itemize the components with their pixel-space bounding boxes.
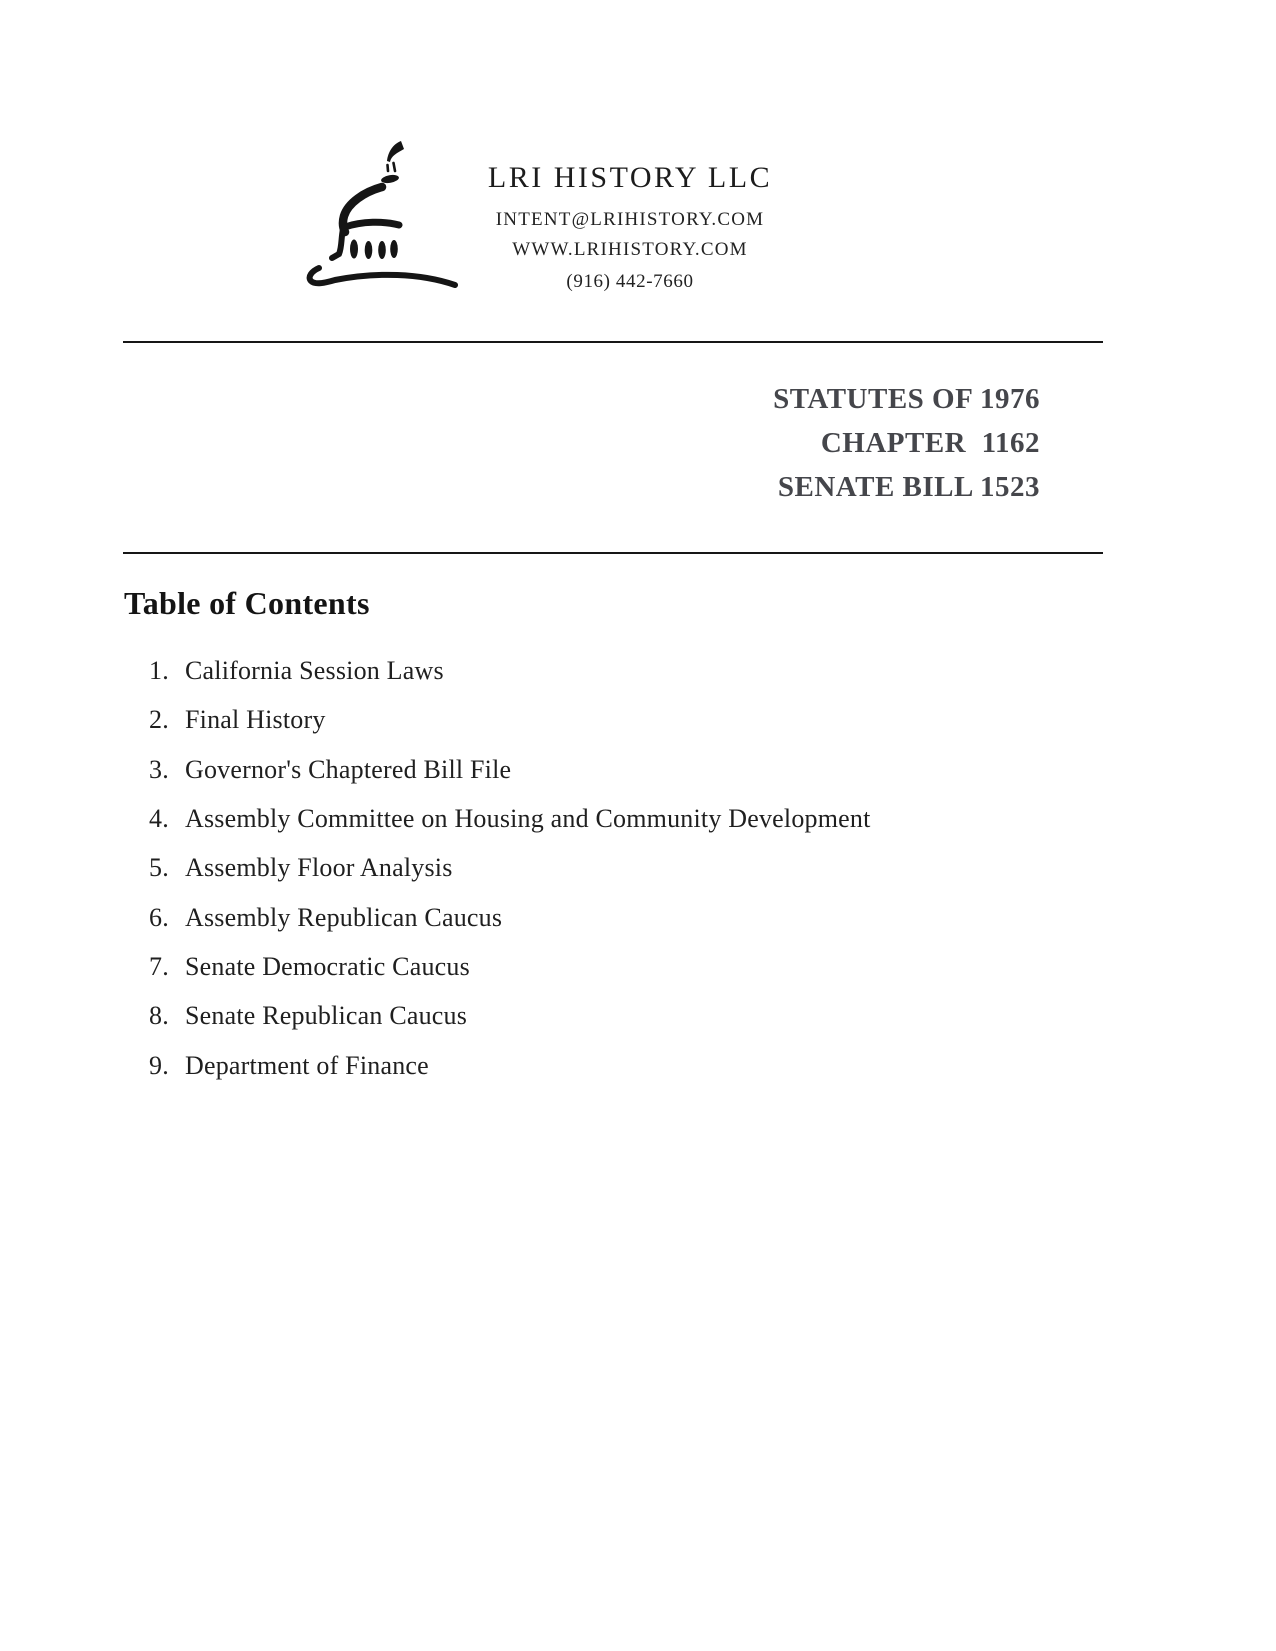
toc-item	[149, 854, 871, 903]
toc-item	[149, 706, 871, 755]
toc-item-number: 2.	[149, 705, 169, 735]
toc-item-number: 9.	[149, 1050, 169, 1080]
company-email: INTENT@LRIHISTORY.COM	[495, 209, 765, 230]
toc-item-number: 8.	[149, 1001, 169, 1031]
toc-list	[149, 657, 871, 1101]
toc-item	[149, 904, 871, 953]
toc-item-label: Senate Democratic Caucus	[185, 952, 470, 982]
toc-item-number: 5.	[149, 853, 169, 883]
divider-bottom	[123, 552, 1103, 554]
toc-item-label: Governor's Chaptered Bill File	[185, 754, 512, 784]
toc-item-number: 6.	[149, 902, 169, 932]
toc-item	[149, 1052, 871, 1101]
toc-item-label: Assembly Floor Analysis	[185, 853, 453, 883]
toc-item-number: 7.	[149, 952, 169, 982]
capitol-dome-icon	[288, 126, 463, 291]
toc-item	[149, 1002, 871, 1051]
toc-item	[149, 756, 871, 805]
toc-item	[149, 805, 871, 854]
toc-item	[149, 657, 871, 706]
toc-item-label: Assembly Republican Caucus	[185, 902, 503, 932]
company-name: LRI HISTORY LLC	[487, 161, 773, 194]
toc-title: Table of Contents	[124, 585, 370, 621]
statutes-line: STATUTES OF 1976	[773, 383, 1040, 415]
chapter-line: CHAPTER 1162	[820, 427, 1040, 459]
company-website: WWW.LRIHISTORY.COM	[512, 239, 748, 260]
company-phone: (916) 442-7660	[566, 271, 694, 292]
toc-item-label: Assembly Committee on Housing and Community Development	[185, 804, 871, 834]
toc-item-number: 1.	[149, 656, 169, 685]
toc-item-number: 3.	[149, 754, 169, 784]
toc-item	[149, 953, 871, 1002]
toc-item-label: Final History	[185, 705, 326, 735]
toc-item-label: Department of Finance	[185, 1050, 429, 1080]
toc-item-label: Senate Republican Caucus	[185, 1001, 468, 1031]
toc-item-label: California Session Laws	[185, 656, 444, 685]
divider-top	[123, 341, 1103, 343]
statute-reference-block	[773, 377, 1040, 509]
senate-bill-line: SENATE BILL 1523	[777, 471, 1040, 503]
toc-item-number: 4.	[149, 804, 169, 834]
